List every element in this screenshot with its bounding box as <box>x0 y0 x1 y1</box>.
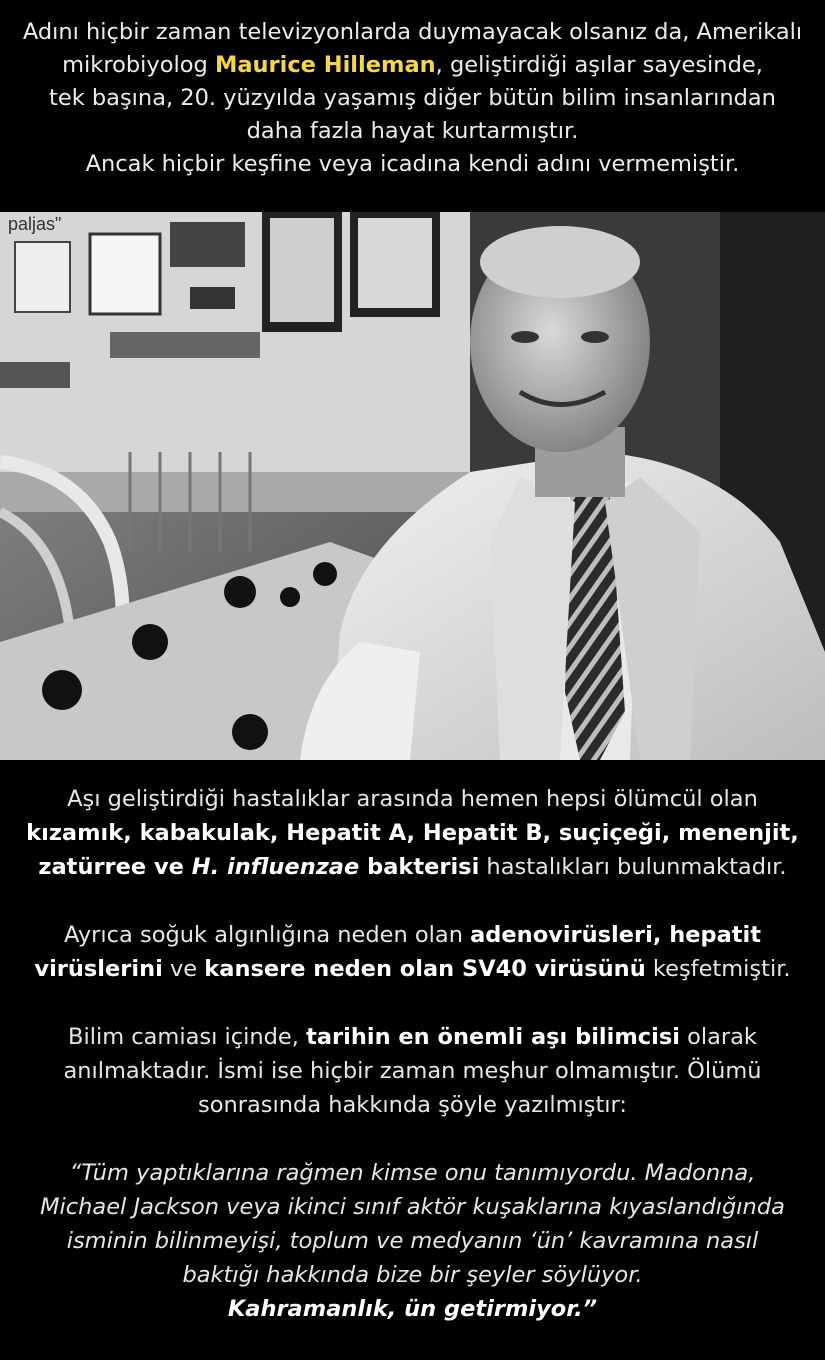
quote-conclusion: Kahramanlık, ün getirmiyor.” <box>227 1296 598 1322</box>
intro-text-fragment: mikrobiyolog <box>62 52 215 78</box>
text-fragment: ve <box>162 956 205 982</box>
text-fragment: virüslerini <box>34 956 163 982</box>
text-fragment: kansere neden olan SV40 virüsünü <box>204 956 646 982</box>
quote-line: “Tüm yaptıklarına rağmen kimse onu tanımıyordu. Madonna, <box>69 1160 756 1186</box>
intro-text-fragment: , geliştirdiği aşılar sayesinde, <box>435 52 763 78</box>
portrait-photo <box>0 212 825 760</box>
article-body <box>0 782 825 1360</box>
lab-label-text: paljas" <box>8 214 62 234</box>
text-fragment: H. influenzae <box>191 854 360 880</box>
scientist-name: Maurice Hilleman <box>214 52 436 78</box>
text-fragment: olarak <box>679 1024 757 1050</box>
quote <box>0 1156 825 1326</box>
intro-line <box>0 49 825 82</box>
intro-text <box>0 0 825 212</box>
quote-line: isminin bilinmeyişi, toplum ve medyanın ‘ün’ kavramına nasıl <box>66 1228 759 1254</box>
paragraph-legacy <box>0 1020 825 1122</box>
intro-line: daha fazla hayat kurtarmıştır. <box>246 118 579 144</box>
quote-line: baktığı hakkında bize bir şeyler söylüyor. <box>182 1262 643 1288</box>
intro-line: tek başına, 20. yüzyılda yaşamış diğer bütün bilim insanlarından <box>49 85 776 111</box>
text-fragment: Bilim camiası içinde, <box>68 1024 307 1050</box>
text-fragment: Ayrıca soğuk algınlığına neden olan <box>63 922 471 948</box>
intro-line: Ancak hiçbir keşfine veya icadına kendi adını vermemiştir. <box>85 151 740 177</box>
text-line: kızamık, kabakulak, Hepatit A, Hepatit B, suçiçeği, menenjit, <box>26 820 799 846</box>
paragraph-discoveries <box>0 918 825 986</box>
text-fragment: bakterisi <box>359 854 480 880</box>
text-line: Aşı geliştirdiği hastalıklar arasında hemen hepsi ölümcül olan <box>67 786 758 812</box>
text-fragment: adenovirüsleri, hepatit <box>470 922 761 948</box>
text-fragment: tarihin en önemli aşı bilimcisi <box>306 1024 680 1050</box>
text-line: sonrasında hakkında şöyle yazılmıştır: <box>198 1092 627 1118</box>
text-line: anılmaktadır. İsmi ise hiçbir zaman meşhur olmamıştır. Ölümü <box>63 1058 762 1084</box>
text-fragment: hastalıkları bulunmaktadır. <box>479 854 787 880</box>
intro-line: Adını hiçbir zaman televizyonlarda duymayacak olsanız da, Amerikalı <box>22 19 803 45</box>
lab-portrait-illustration <box>0 212 825 760</box>
text-fragment: keşfetmiştir. <box>645 956 791 982</box>
paragraph-diseases <box>0 782 825 884</box>
text-fragment: zatürree ve <box>38 854 192 880</box>
quote-line: Michael Jackson veya ikinci sınıf aktör kuşaklarına kıyaslandığında <box>40 1194 785 1220</box>
